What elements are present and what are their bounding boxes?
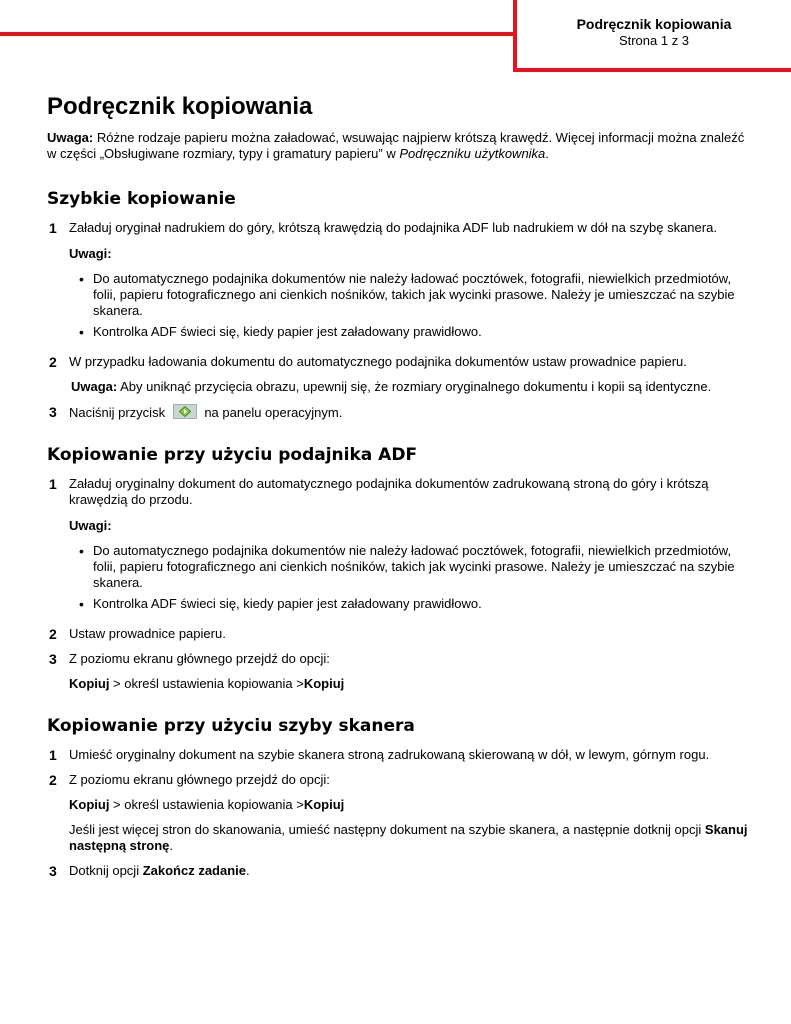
menu-path xyxy=(69,676,757,692)
bullet-icon: • xyxy=(79,271,84,287)
step-number: 3 xyxy=(49,651,57,667)
section-heading: Kopiowanie przy użyciu podajnika ADF xyxy=(47,445,418,465)
note-text: Aby uniknąć przycięcia obrazu, upewnij się, że rozmiary oryginalnego dokumentu i kopii są identyczne. xyxy=(117,379,712,394)
notes-title: Uwagi: xyxy=(69,518,112,533)
intro-label: Uwaga: xyxy=(47,130,94,145)
step-bold: Zakończ zadanie xyxy=(142,863,247,878)
step xyxy=(47,626,757,642)
step-end: . xyxy=(246,863,250,878)
step-number: 1 xyxy=(49,747,57,763)
step-number: 2 xyxy=(49,626,57,642)
menu-path-mid: > określ ustawienia kopiowania > xyxy=(109,676,304,691)
step-text: Z poziomu ekranu głównego przejdź do opcji: xyxy=(69,651,330,666)
step xyxy=(47,354,757,370)
step-text: Ustaw prowadnice papieru. xyxy=(69,626,226,641)
step-number: 3 xyxy=(49,404,57,420)
menu-path-start: Kopiuj xyxy=(69,797,110,812)
section-scanner-glass-copy xyxy=(47,715,757,879)
list-item-text: Kontrolka ADF świeci się, kiedy papier jest załadowany prawidłowo. xyxy=(93,324,482,339)
step-note xyxy=(71,379,757,395)
menu-path-end: Kopiuj xyxy=(303,676,345,691)
step-number: 2 xyxy=(49,772,57,788)
intro-italic: Podręczniku użytkownika xyxy=(399,146,546,161)
header-title: Podręcznik kopiowania xyxy=(576,16,732,32)
list-item xyxy=(69,543,757,591)
extra-end: . xyxy=(169,838,174,853)
step xyxy=(47,863,757,879)
extra-bold: Skanuj następną stronę xyxy=(69,822,748,853)
bullet-icon: • xyxy=(79,596,84,612)
bullet-icon: • xyxy=(79,543,84,559)
list-item-text: Do automatycznego podajnika dokumentów nie należy ładować pocztówek, fotografii, niewielkich przedmiotów, folii, papieru fotograficznego ani cienkich nośników, takich jak wycinki prasowe. Należy je umieszczać na szybie skanera. xyxy=(93,543,735,590)
extra-instruction xyxy=(69,822,757,854)
menu-path-end: Kopiuj xyxy=(303,797,345,812)
step-text: Umieść oryginalny dokument na szybie skanera stroną zadrukowaną skierowaną w dół, w lewym, górnym rogu. xyxy=(69,747,710,762)
step-text-before: Naciśnij przycisk xyxy=(69,405,166,420)
section-quick-copy xyxy=(47,188,757,421)
step-text-before: Dotknij opcji xyxy=(69,863,143,878)
list-item xyxy=(69,324,757,340)
section-adf-copy xyxy=(47,444,757,692)
notes-title: Uwagi: xyxy=(69,246,112,261)
step xyxy=(47,404,757,421)
notes-list xyxy=(69,543,757,612)
intro-text: Różne rodzaje papieru można załadować, wsuwając najpierw krótszą krawędź. Więcej informacji można znaleźć w części „Obsługiwane rozmiary, typy i gramatury papieru” w xyxy=(47,130,745,161)
list-item xyxy=(69,271,757,319)
section-heading: Szybkie kopiowanie xyxy=(47,189,236,209)
step-text: W przypadku ładowania dokumentu do automatycznego podajnika dokumentów ustaw prowadnice papieru. xyxy=(69,354,687,369)
step xyxy=(47,651,757,692)
intro-end: . xyxy=(545,146,549,161)
step-text: Załaduj oryginalny dokument do automatycznego podajnika dokumentów zadrukowaną stroną do góry i krótszą krawędzią do przodu. xyxy=(69,476,709,507)
extra-text: Jeśli jest więcej stron do skanowania, umieść następny dokument na szybie skanera, a następnie dotknij opcji xyxy=(69,822,705,837)
step-number: 1 xyxy=(49,476,57,492)
list-item-text: Kontrolka ADF świeci się, kiedy papier jest załadowany prawidłowo. xyxy=(93,596,482,611)
step-number: 1 xyxy=(49,220,57,236)
step-text: Z poziomu ekranu głównego przejdź do opcji: xyxy=(69,772,330,787)
header-page-number: Strona 1 z 3 xyxy=(618,33,690,48)
start-button-icon xyxy=(173,404,197,419)
page-title: Podręcznik kopiowania xyxy=(47,93,313,120)
step xyxy=(47,220,757,345)
intro-note xyxy=(47,130,757,162)
header-rule xyxy=(0,32,516,36)
step-text: Załaduj oryginał nadrukiem do góry, krótszą krawędzią do podajnika ADF lub nadrukiem w dół na szybę skanera. xyxy=(69,220,717,235)
note-label: Uwaga: xyxy=(71,379,118,394)
step-number: 2 xyxy=(49,354,57,370)
document-body xyxy=(47,92,757,902)
step-number: 3 xyxy=(49,863,57,879)
notes-list xyxy=(69,271,757,340)
section-heading: Kopiowanie przy użyciu szyby skanera xyxy=(47,716,415,736)
page-header xyxy=(513,0,791,72)
list-item-text: Do automatycznego podajnika dokumentów nie należy ładować pocztówek, fotografii, niewielkich przedmiotów, folii, papieru fotograficznego ani cienkich nośników, takich jak wycinki prasowe. Należy je umieszczać na szybie skanera. xyxy=(93,271,735,318)
step-text-after: na panelu operacyjnym. xyxy=(204,405,343,420)
list-item xyxy=(69,596,757,612)
step xyxy=(47,476,757,617)
menu-path-start: Kopiuj xyxy=(69,676,110,691)
menu-path-mid: > określ ustawienia kopiowania > xyxy=(109,797,304,812)
bullet-icon: • xyxy=(79,324,84,340)
step xyxy=(47,772,757,854)
menu-path xyxy=(69,797,757,813)
step xyxy=(47,747,757,763)
